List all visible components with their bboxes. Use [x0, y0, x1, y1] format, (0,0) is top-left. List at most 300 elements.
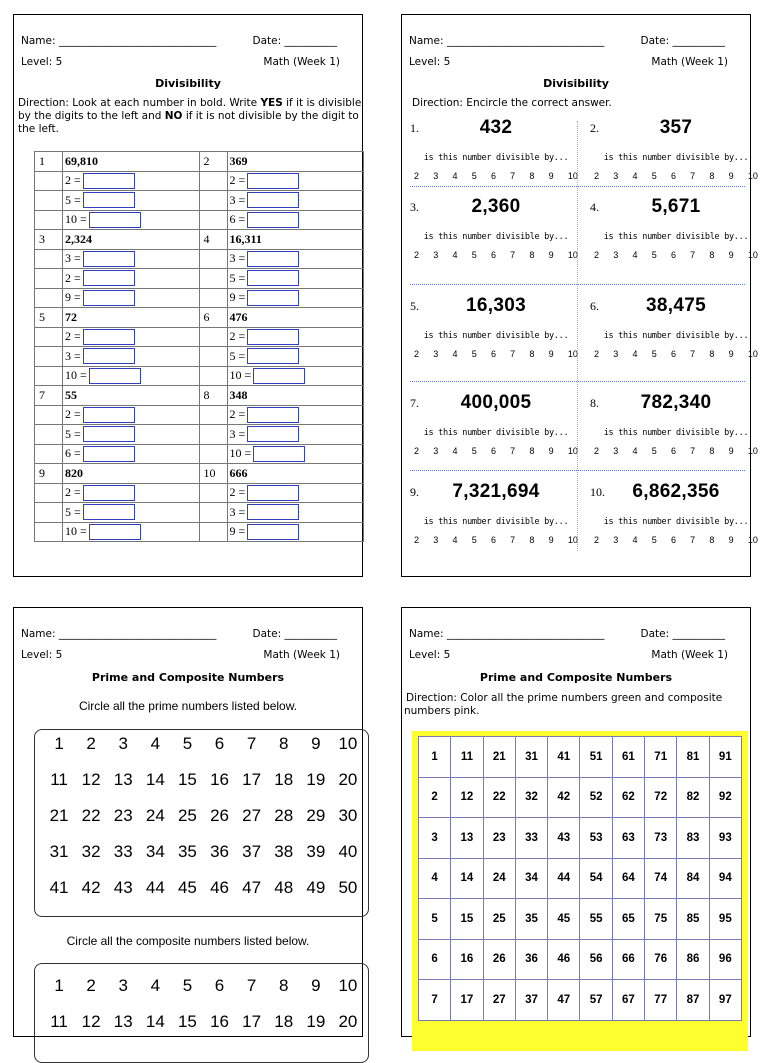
number-cell[interactable]: 15: [177, 770, 197, 789]
answer-box[interactable]: [83, 329, 135, 345]
number-cell[interactable]: 1: [54, 976, 64, 995]
number-cell[interactable]: 24: [145, 806, 165, 825]
table-row: [35, 152, 364, 172]
divisor-option[interactable]: 3: [613, 446, 619, 456]
subject-label: Math (Week 1): [651, 56, 728, 68]
number-cell[interactable]: 17: [242, 1012, 262, 1031]
divisor-option[interactable]: 5: [651, 250, 657, 260]
number-cell[interactable]: 48: [274, 878, 294, 897]
number-square[interactable]: 41: [548, 737, 580, 778]
divisor-option[interactable]: 10: [567, 535, 578, 545]
number-cell[interactable]: 29: [306, 806, 326, 825]
divisor-option[interactable]: 9: [728, 446, 734, 456]
number-square[interactable]: 7: [419, 980, 451, 1021]
number-cell[interactable]: 10: [338, 734, 358, 753]
divisor-option[interactable]: 3: [433, 535, 439, 545]
answer-box[interactable]: [83, 446, 135, 462]
number-square[interactable]: 13: [451, 818, 483, 859]
divisor-option[interactable]: 7: [690, 171, 696, 181]
number-cell[interactable]: 35: [177, 842, 197, 861]
number-square[interactable]: 1: [419, 737, 451, 778]
number-cell[interactable]: 5: [182, 734, 193, 753]
divisor-option[interactable]: 8: [529, 446, 535, 456]
answer-box[interactable]: [253, 368, 305, 384]
number-square[interactable]: 76: [645, 939, 677, 980]
answer-box[interactable]: [83, 348, 135, 364]
divisibility-item: [590, 295, 762, 387]
question-text: is this number divisible by...: [603, 517, 749, 527]
number-cell[interactable]: 11: [50, 1012, 68, 1031]
number-cell[interactable]: 18: [274, 770, 294, 789]
divisor-option[interactable]: 4: [452, 250, 458, 260]
number-square[interactable]: 45: [548, 899, 580, 940]
divisor-label: 9 =: [229, 524, 246, 539]
number-cell[interactable]: 6: [214, 734, 225, 753]
divisor-option[interactable]: 9: [548, 250, 554, 260]
number-square[interactable]: 81: [677, 737, 709, 778]
number-cell[interactable]: 50: [338, 878, 358, 897]
divisor-option[interactable]: 9: [728, 349, 734, 359]
divisor-option[interactable]: 4: [632, 171, 638, 181]
number-cell[interactable]: 41: [49, 878, 69, 897]
divisor-option[interactable]: 8: [529, 171, 535, 181]
number-cell[interactable]: 3: [118, 976, 128, 995]
divisor-option[interactable]: 4: [452, 535, 458, 545]
answer-box[interactable]: [247, 212, 299, 228]
divisor-option[interactable]: 2: [594, 349, 600, 359]
number-cell[interactable]: 2: [86, 976, 96, 995]
divisor-option[interactable]: 10: [747, 171, 758, 181]
divisor-option[interactable]: 9: [728, 250, 734, 260]
divisor-option[interactable]: 8: [709, 446, 715, 456]
divisor-option[interactable]: 10: [567, 349, 578, 359]
number-cell[interactable]: 23: [113, 806, 133, 825]
divisor-option[interactable]: 2: [594, 171, 600, 181]
divisor-option[interactable]: 4: [632, 446, 638, 456]
number-cell[interactable]: 28: [274, 806, 294, 825]
problem-number: 2: [199, 152, 227, 172]
divisor-option[interactable]: 5: [471, 535, 477, 545]
divisor-option[interactable]: 2: [414, 349, 420, 359]
answer-box[interactable]: [247, 407, 299, 423]
answer-box[interactable]: [89, 212, 141, 228]
answer-box[interactable]: [247, 270, 299, 286]
divisor-option[interactable]: 5: [651, 446, 657, 456]
number-cell[interactable]: 10: [338, 976, 358, 995]
row-divider: [410, 381, 745, 382]
divisor-label: 5 =: [65, 192, 81, 207]
subject-label: Math (Week 1): [263, 56, 340, 68]
number-square[interactable]: 54: [580, 858, 612, 899]
divisor-option[interactable]: 6: [490, 250, 496, 260]
number-cell[interactable]: 8: [279, 734, 289, 753]
answer-box[interactable]: [247, 524, 299, 540]
number-cell[interactable]: 6: [214, 976, 225, 995]
answer-box[interactable]: [247, 329, 299, 345]
number-cell[interactable]: 22: [81, 806, 101, 825]
number-cell[interactable]: 39: [306, 842, 326, 861]
number-square[interactable]: 65: [612, 899, 644, 940]
number-cell[interactable]: 26: [210, 806, 229, 825]
number-cell[interactable]: 12: [81, 1012, 101, 1031]
number-square[interactable]: 64: [612, 858, 644, 899]
divisor-option[interactable]: 3: [613, 535, 619, 545]
answer-box[interactable]: [247, 251, 299, 267]
worksheet-title: Divisibility: [543, 77, 609, 90]
divisor-option[interactable]: 6: [670, 535, 676, 545]
number-square[interactable]: 66: [612, 939, 644, 980]
divisor-option[interactable]: 5: [651, 349, 657, 359]
divisor-option[interactable]: 2: [414, 446, 420, 456]
number-cell[interactable]: 16: [210, 770, 229, 789]
number-cell[interactable]: 4: [150, 734, 161, 753]
divisor-option[interactable]: 6: [490, 446, 496, 456]
divisor-option[interactable]: 10: [567, 250, 578, 260]
question-text: is this number divisible by...: [423, 153, 569, 163]
number-square[interactable]: 5: [419, 899, 451, 940]
number-square[interactable]: 27: [483, 980, 515, 1021]
divisor-option[interactable]: 10: [567, 171, 578, 181]
answer-box[interactable]: [247, 348, 299, 364]
bold-number: 348: [227, 386, 364, 406]
subject-label: Math (Week 1): [263, 649, 340, 661]
divisor-option[interactable]: 8: [709, 250, 715, 260]
divisor-option[interactable]: 7: [510, 349, 516, 359]
divisor-option[interactable]: 6: [670, 250, 676, 260]
empty-cell: [35, 171, 63, 191]
divisor-option[interactable]: 5: [471, 446, 477, 456]
number-cell[interactable]: 7: [246, 734, 257, 753]
number-square[interactable]: 32: [515, 777, 547, 818]
number-cell[interactable]: 44: [145, 878, 165, 897]
number-cell[interactable]: 43: [113, 878, 133, 897]
divisor-option[interactable]: 4: [452, 171, 458, 181]
number-square[interactable]: 15: [451, 899, 483, 940]
table-row: [35, 171, 364, 191]
divisor-option[interactable]: 9: [548, 171, 554, 181]
number-square[interactable]: 33: [515, 818, 547, 859]
divisor-option[interactable]: 3: [613, 171, 619, 181]
number-cell[interactable]: 15: [177, 1012, 197, 1031]
number-cell[interactable]: 38: [274, 842, 294, 861]
answer-box[interactable]: [247, 485, 299, 501]
number-cell[interactable]: 42: [81, 878, 101, 897]
number-square[interactable]: 52: [580, 777, 612, 818]
number-cell[interactable]: 3: [118, 734, 128, 753]
number-square[interactable]: 94: [709, 858, 741, 899]
table-row: [35, 366, 364, 386]
number-cell[interactable]: 4: [150, 976, 161, 995]
divisor-option[interactable]: 3: [433, 446, 439, 456]
number-cell[interactable]: 1: [54, 734, 64, 753]
worksheet-title: Prime and Composite Numbers: [479, 671, 673, 684]
divisor-option[interactable]: 7: [510, 446, 516, 456]
item-value: 432: [479, 117, 513, 138]
number-cell[interactable]: 37: [242, 842, 262, 861]
answer-box[interactable]: [247, 426, 299, 442]
number-cell[interactable]: 11: [50, 770, 68, 789]
divisor-option[interactable]: 3: [433, 250, 439, 260]
number-cell[interactable]: 47: [242, 878, 262, 897]
divisor-option[interactable]: 7: [690, 349, 696, 359]
number-cell[interactable]: 49: [306, 878, 326, 897]
answer-box[interactable]: [247, 504, 299, 520]
divisor-option[interactable]: 6: [670, 446, 676, 456]
number-cell[interactable]: 9: [311, 976, 321, 995]
divisor-option[interactable]: 6: [490, 171, 496, 181]
divisor-option[interactable]: 7: [510, 250, 516, 260]
number-square[interactable]: 16: [451, 939, 483, 980]
number-cell[interactable]: 13: [113, 770, 133, 789]
divisor-option[interactable]: 10: [567, 446, 578, 456]
number-square[interactable]: 43: [548, 818, 580, 859]
number-square[interactable]: 2: [419, 777, 451, 818]
answer-box[interactable]: [247, 173, 299, 189]
divisor-option[interactable]: 4: [452, 446, 458, 456]
number-square[interactable]: 62: [612, 777, 644, 818]
divisor-option[interactable]: 6: [490, 535, 496, 545]
answer-box[interactable]: [83, 504, 135, 520]
divisor-option[interactable]: 7: [690, 250, 696, 260]
number-cell[interactable]: 30: [338, 806, 358, 825]
divisor-option[interactable]: 9: [548, 446, 554, 456]
divisor-option[interactable]: 10: [747, 349, 758, 359]
number-square[interactable]: 6: [419, 939, 451, 980]
answer-cell: [63, 327, 200, 347]
number-cell[interactable]: 27: [242, 806, 262, 825]
divisor-option[interactable]: 5: [471, 250, 477, 260]
number-square[interactable]: 93: [709, 818, 741, 859]
answer-box[interactable]: [89, 524, 141, 540]
divisor-option[interactable]: 2: [414, 250, 420, 260]
answer-box[interactable]: [247, 290, 299, 306]
number-cell[interactable]: 40: [338, 842, 358, 861]
divisor-option[interactable]: 10: [747, 446, 758, 456]
number-square[interactable]: 23: [483, 818, 515, 859]
divisor-option[interactable]: 2: [414, 535, 420, 545]
divisor-option[interactable]: 8: [529, 349, 535, 359]
number-square[interactable]: 95: [709, 899, 741, 940]
answer-box[interactable]: [247, 192, 299, 208]
divisor-option[interactable]: 3: [613, 349, 619, 359]
answer-box[interactable]: [83, 270, 135, 286]
answer-box[interactable]: [83, 251, 135, 267]
table-row: [35, 522, 364, 542]
divisor-option[interactable]: 5: [471, 349, 477, 359]
number-cell[interactable]: 18: [274, 1012, 294, 1031]
item-value: 38,475: [646, 295, 706, 316]
number-square[interactable]: 53: [580, 818, 612, 859]
number-cell[interactable]: 14: [145, 770, 165, 789]
answer-box[interactable]: [83, 192, 135, 208]
number-square[interactable]: 36: [515, 939, 547, 980]
number-cell[interactable]: 20: [338, 1012, 358, 1031]
divisor-option[interactable]: 6: [670, 171, 676, 181]
number-cell[interactable]: 17: [242, 770, 262, 789]
answer-box[interactable]: [83, 426, 135, 442]
number-cell[interactable]: 13: [113, 1012, 133, 1031]
divisor-label: 2 =: [65, 407, 81, 422]
divisor-option[interactable]: 5: [471, 171, 477, 181]
divisibility-item: [590, 196, 762, 288]
number-square[interactable]: 56: [580, 939, 612, 980]
divisor-option[interactable]: 9: [728, 535, 734, 545]
divisor-option[interactable]: 7: [690, 535, 696, 545]
number-cell[interactable]: 19: [306, 1012, 326, 1031]
number-square[interactable]: 84: [677, 858, 709, 899]
problem-number: 5: [35, 308, 63, 328]
divisor-option[interactable]: 8: [709, 171, 715, 181]
number-square[interactable]: 63: [612, 818, 644, 859]
number-square[interactable]: 87: [677, 980, 709, 1021]
divisor-option[interactable]: 4: [452, 349, 458, 359]
answer-cell: [227, 366, 364, 386]
divisor-option[interactable]: 6: [490, 349, 496, 359]
divisor-option[interactable]: 10: [747, 535, 758, 545]
number-square[interactable]: 51: [580, 737, 612, 778]
divisor-option[interactable]: 7: [690, 446, 696, 456]
divisor-option[interactable]: 9: [548, 349, 554, 359]
divisor-options: [590, 446, 762, 456]
number-square[interactable]: 37: [515, 980, 547, 1021]
number-square[interactable]: 67: [612, 980, 644, 1021]
number-square[interactable]: 73: [645, 818, 677, 859]
number-square[interactable]: 92: [709, 777, 741, 818]
divisor-option[interactable]: 7: [510, 535, 516, 545]
divisor-option[interactable]: 2: [594, 446, 600, 456]
number-cell[interactable]: 20: [338, 770, 358, 789]
number-grid-composite: [43, 976, 364, 1032]
divisor-option[interactable]: 9: [728, 171, 734, 181]
divisor-option[interactable]: 4: [632, 250, 638, 260]
empty-cell: [199, 444, 227, 464]
bold-number: 476: [227, 308, 364, 328]
number-square[interactable]: 17: [451, 980, 483, 1021]
number-square[interactable]: 24: [483, 858, 515, 899]
number-cell[interactable]: 34: [145, 842, 165, 861]
item-number: 2.: [590, 121, 599, 135]
divisor-option[interactable]: 4: [632, 349, 638, 359]
divisor-option[interactable]: 3: [433, 349, 439, 359]
number-square[interactable]: 35: [515, 899, 547, 940]
answer-box[interactable]: [253, 446, 305, 462]
divisor-label: 2 =: [229, 329, 246, 344]
number-cell[interactable]: 2: [86, 734, 96, 753]
number-square[interactable]: 47: [548, 980, 580, 1021]
number-square[interactable]: 97: [709, 980, 741, 1021]
number-cell[interactable]: 16: [210, 1012, 229, 1031]
divisor-option[interactable]: 3: [613, 250, 619, 260]
number-square[interactable]: 83: [677, 818, 709, 859]
number-square[interactable]: 46: [548, 939, 580, 980]
divisor-option[interactable]: 8: [529, 250, 535, 260]
number-square[interactable]: 74: [645, 858, 677, 899]
number-square[interactable]: 85: [677, 899, 709, 940]
number-cell[interactable]: 45: [177, 878, 197, 897]
divisor-option[interactable]: 7: [510, 171, 516, 181]
answer-box[interactable]: [83, 173, 135, 189]
number-cell[interactable]: 9: [311, 734, 321, 753]
number-square[interactable]: 26: [483, 939, 515, 980]
number-square[interactable]: 42: [548, 777, 580, 818]
divisor-option[interactable]: 9: [548, 535, 554, 545]
number-cell[interactable]: 46: [210, 878, 229, 897]
number-square[interactable]: 4: [419, 858, 451, 899]
row-divider: [410, 470, 745, 471]
number-square[interactable]: 86: [677, 939, 709, 980]
answer-cell: [227, 347, 364, 367]
number-cell[interactable]: 25: [177, 806, 197, 825]
number-square[interactable]: 71: [645, 737, 677, 778]
divisor-option[interactable]: 10: [747, 250, 758, 260]
number-cell[interactable]: 8: [279, 976, 289, 995]
number-square[interactable]: 31: [515, 737, 547, 778]
number-square[interactable]: 61: [612, 737, 644, 778]
number-cell[interactable]: 36: [210, 842, 229, 861]
divisor-option[interactable]: 3: [433, 171, 439, 181]
number-square[interactable]: 82: [677, 777, 709, 818]
divisor-option[interactable]: 6: [670, 349, 676, 359]
number-square[interactable]: 57: [580, 980, 612, 1021]
number-cell[interactable]: 12: [81, 770, 101, 789]
number-square[interactable]: 11: [451, 737, 483, 778]
divisor-option[interactable]: 2: [594, 535, 600, 545]
number-square[interactable]: 77: [645, 980, 677, 1021]
number-square[interactable]: 75: [645, 899, 677, 940]
number-square[interactable]: 96: [709, 939, 741, 980]
number-cell[interactable]: 21: [49, 806, 69, 825]
number-cell[interactable]: 32: [81, 842, 101, 861]
number-square[interactable]: 12: [451, 777, 483, 818]
answer-box[interactable]: [83, 290, 135, 306]
divisor-option[interactable]: 5: [651, 535, 657, 545]
number-square[interactable]: 22: [483, 777, 515, 818]
number-square[interactable]: 14: [451, 858, 483, 899]
item-number: 5.: [410, 299, 419, 313]
divisor-option[interactable]: 8: [709, 535, 715, 545]
number-square[interactable]: 3: [419, 818, 451, 859]
number-cell[interactable]: 5: [182, 976, 193, 995]
number-cell[interactable]: 7: [246, 976, 257, 995]
divisor-option[interactable]: 8: [529, 535, 535, 545]
number-square[interactable]: 21: [483, 737, 515, 778]
empty-cell: [35, 269, 63, 289]
answer-cell: [63, 522, 200, 542]
number-cell[interactable]: 19: [306, 770, 326, 789]
answer-cell: [227, 522, 364, 542]
number-square[interactable]: 34: [515, 858, 547, 899]
divisor-option[interactable]: 2: [414, 171, 420, 181]
answer-box[interactable]: [89, 368, 141, 384]
number-square[interactable]: 25: [483, 899, 515, 940]
divisor-option[interactable]: 2: [594, 250, 600, 260]
divisor-label: 5 =: [229, 348, 246, 363]
answer-box[interactable]: [83, 485, 135, 501]
number-square[interactable]: 44: [548, 858, 580, 899]
number-square[interactable]: 91: [709, 737, 741, 778]
divisor-label: 2 =: [65, 485, 81, 500]
divisor-option[interactable]: 4: [632, 535, 638, 545]
number-square[interactable]: 72: [645, 777, 677, 818]
answer-box[interactable]: [83, 407, 135, 423]
number-cell[interactable]: 31: [49, 842, 69, 861]
divisor-option[interactable]: 5: [651, 171, 657, 181]
answer-cell: [63, 444, 200, 464]
number-cell[interactable]: 14: [145, 1012, 165, 1031]
divisor-option[interactable]: 8: [709, 349, 715, 359]
number-cell[interactable]: 33: [113, 842, 133, 861]
number-square[interactable]: 55: [580, 899, 612, 940]
